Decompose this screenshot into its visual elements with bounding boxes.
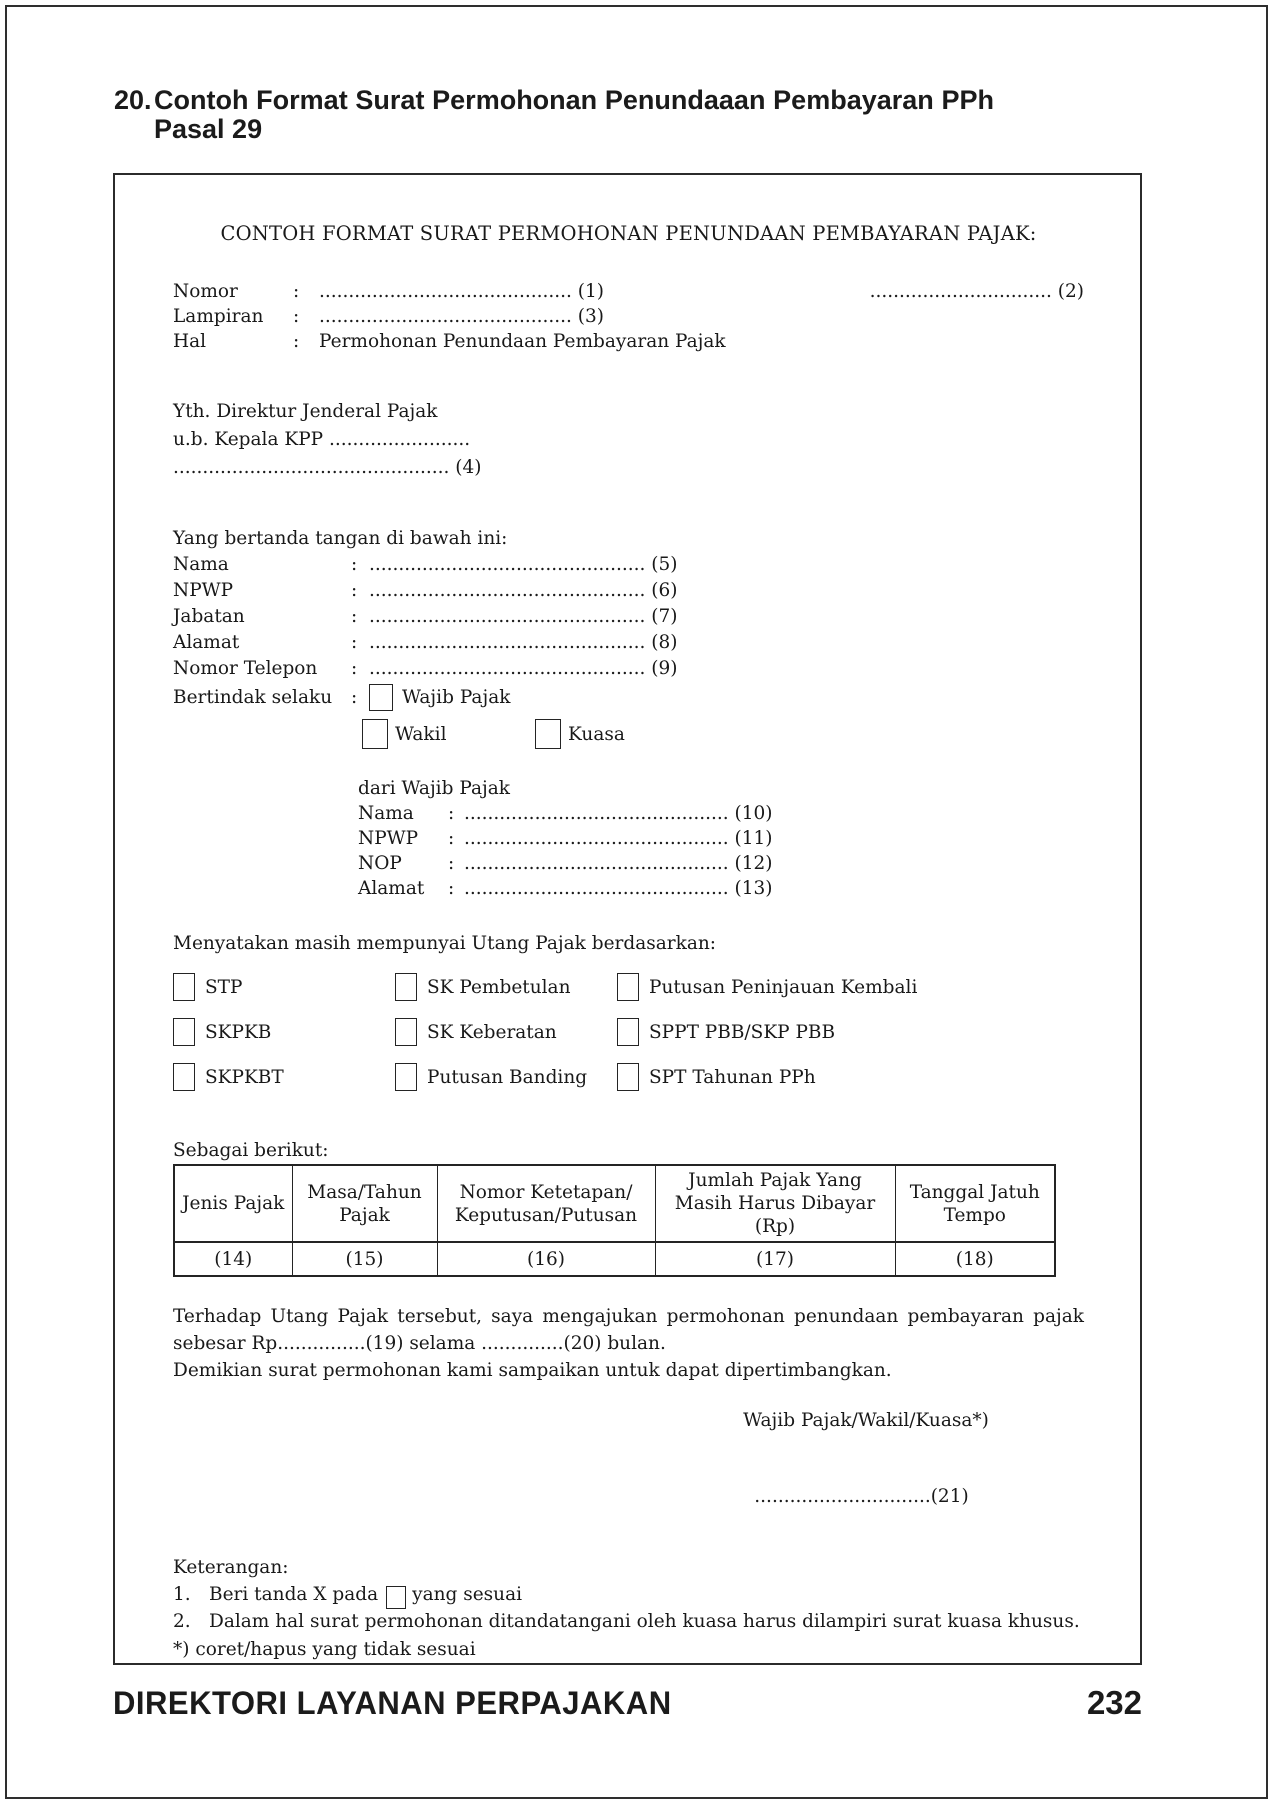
checkbox-kuasa — [535, 719, 561, 749]
acting-option-label: Wakil — [395, 723, 447, 745]
table-cell: (18) — [895, 1242, 1055, 1276]
footer-title: DIREKTORI LAYANAN PERPAJAKAN — [113, 1685, 672, 1721]
acting-option-label: Kuasa — [568, 723, 625, 745]
signatory-intro: Yang bertanda tangan di bawah ini: — [173, 528, 508, 549]
page-number: 232 — [1086, 1684, 1142, 1721]
checkbox-sk-keberatan — [395, 1018, 417, 1046]
closing-paragraph — [173, 1303, 1084, 1384]
column-header-tanggal-jatuh-tempo: Tanggal Jatuh Tempo — [895, 1165, 1055, 1242]
field-colon: : — [351, 658, 358, 679]
field-right — [822, 304, 1084, 329]
principal-row-nop — [358, 851, 1084, 876]
debt-option-label: Putusan Banding — [427, 1066, 588, 1088]
field-colon: : — [351, 632, 358, 653]
debt-option — [395, 1018, 617, 1046]
field-colon: : — [448, 828, 455, 849]
table-cell: (15) — [292, 1242, 437, 1276]
heading-text — [154, 86, 994, 144]
signature-name-placeholder: ..............................(21) — [754, 1486, 969, 1507]
field-label: Nama — [358, 803, 414, 824]
closing-line-1: Terhadap Utang Pajak tersebut, saya mengajukan permohonan penundaan pembayaran pajak — [173, 1306, 1084, 1327]
letterhead-row-lampiran — [173, 304, 1084, 329]
date-placeholder: ............................... (2) — [869, 281, 1084, 302]
field-label: Alamat — [358, 878, 425, 899]
acting-option-wakil — [362, 719, 535, 749]
table-cell: (14) — [174, 1242, 292, 1276]
acting-as-row-2 — [362, 718, 1084, 750]
tax-debt-section — [173, 931, 1084, 1092]
tax-debt-row — [173, 1062, 1084, 1092]
signatory-row-telepon — [173, 656, 1084, 682]
field-label: NPWP — [358, 828, 419, 849]
table-row — [174, 1242, 1055, 1276]
debt-option — [617, 1063, 816, 1091]
notes-section — [173, 1554, 1084, 1663]
field-label: Bertindak selaku — [173, 686, 333, 708]
debt-option — [173, 1018, 395, 1046]
field-colon: : — [293, 281, 300, 302]
field-value: ............................................... (8) — [369, 632, 678, 653]
signatory-section — [173, 526, 1084, 750]
debt-option-label: SKPKBT — [205, 1066, 284, 1088]
debt-option — [617, 973, 917, 1001]
field-colon: : — [448, 878, 455, 899]
field-label: Jabatan — [173, 606, 245, 627]
checkbox-skpkb — [173, 1018, 195, 1046]
acting-option-label: Wajib Pajak — [402, 686, 511, 708]
debt-option — [173, 973, 395, 1001]
column-header-masa-tahun-pajak: Masa/Tahun Pajak — [292, 1165, 437, 1242]
field-value: ............................................... (5) — [369, 554, 678, 575]
tax-debt-row — [173, 972, 1084, 1002]
principal-row-alamat — [358, 876, 1084, 901]
checkbox-sk-pembetulan — [395, 973, 417, 1001]
field-right — [822, 329, 1084, 354]
addressee-block — [173, 398, 1084, 482]
field-label: Lampiran — [173, 306, 264, 327]
debt-option-label: SPT Tahunan PPh — [649, 1066, 816, 1088]
column-header-nomor-ketetapan: Nomor Ketetapan/ Keputusan/Putusan — [437, 1165, 655, 1242]
signatory-row-jabatan — [173, 604, 1084, 630]
closing-line-3: Demikian surat permohonan kami sampaikan untuk dapat dipertimbangkan. — [173, 1360, 892, 1381]
letterhead-row-hal — [173, 329, 1084, 354]
debt-option-label: SK Keberatan — [427, 1021, 557, 1043]
checkbox-putusan-banding — [395, 1063, 417, 1091]
note-text: Beri tanda X pada — [209, 1584, 379, 1605]
page-footer — [113, 1684, 1142, 1722]
field-colon: : — [351, 686, 358, 708]
debt-option-label: SPPT PBB/SKP PBB — [649, 1021, 836, 1043]
column-header-jumlah-pajak: Jumlah Pajak Yang Masih Harus Dibayar (Rp) — [655, 1165, 895, 1242]
checkbox-sppt-pbb-skp-pbb — [617, 1018, 639, 1046]
checkbox-stp — [173, 973, 195, 1001]
acting-as-row — [173, 682, 1084, 712]
checkbox-wakil — [362, 719, 388, 749]
addressee-line-1: Yth. Direktur Jenderal Pajak — [173, 401, 438, 422]
notes-title: Keterangan: — [173, 1557, 289, 1578]
letterhead — [173, 279, 1084, 354]
field-value: ............................................. (12) — [464, 853, 773, 874]
field-colon: : — [448, 803, 455, 824]
debt-option — [395, 973, 617, 1001]
debt-option-label: SKPKB — [205, 1021, 272, 1043]
table-header-row — [174, 1165, 1055, 1242]
form-title: CONTOH FORMAT SURAT PERMOHONAN PENUNDAAN PEMBAYARAN PAJAK: — [220, 222, 1037, 245]
principal-row-npwp — [358, 826, 1084, 851]
tax-debt-intro: Menyatakan masih mempunyai Utang Pajak berdasarkan: — [173, 933, 717, 954]
note-item-1 — [173, 1581, 1084, 1608]
debt-option — [617, 1018, 835, 1046]
debt-option-label: SK Pembetulan — [427, 976, 571, 998]
field-label: NOP — [358, 853, 402, 874]
checkbox-note — [386, 1586, 406, 1609]
field-value: ........................................... (3) — [319, 306, 604, 327]
field-value: ............................................... (6) — [369, 580, 678, 601]
field-colon: : — [293, 331, 300, 352]
field-value: Permohonan Penundaan Pembayaran Pajak — [319, 331, 726, 352]
field-value: ............................................. (13) — [464, 878, 773, 899]
checkbox-wajib-pajak — [369, 684, 393, 711]
debt-option-label: STP — [205, 976, 243, 998]
checkbox-skpkbt — [173, 1063, 195, 1091]
table-cell: (16) — [437, 1242, 655, 1276]
field-colon: : — [293, 306, 300, 327]
field-label: NPWP — [173, 580, 234, 601]
field-colon: : — [448, 853, 455, 874]
field-colon: : — [351, 606, 358, 627]
tax-debt-table — [173, 1164, 1056, 1277]
checkbox-spt-tahunan-pph — [617, 1063, 639, 1091]
field-label: Nomor Telepon — [173, 658, 318, 679]
debt-option — [395, 1063, 617, 1091]
heading-line-1: Contoh Format Surat Permohonan Penundaaan Pembayaran PPh — [154, 85, 994, 115]
debt-option-label: Putusan Peninjauan Kembali — [649, 976, 918, 998]
note-footnote: *) coret/hapus yang tidak sesuai — [173, 1639, 476, 1660]
field-value: ............................................... (9) — [369, 658, 678, 679]
field-value: ........................................... (1) — [319, 281, 604, 302]
checkbox-putusan-peninjauan-kembali — [617, 973, 639, 1001]
field-value: ............................................. (11) — [464, 828, 773, 849]
field-label: Alamat — [173, 632, 240, 653]
signatory-row-nama — [173, 552, 1084, 578]
signature-role: Wajib Pajak/Wakil/Kuasa*) — [743, 1410, 989, 1431]
section-heading — [114, 86, 994, 144]
debt-option — [173, 1063, 395, 1091]
form-template-box — [113, 173, 1142, 1665]
signatory-row-npwp — [173, 578, 1084, 604]
heading-line-2: Pasal 29 — [154, 114, 263, 144]
addressee-line-3: ............................................... (4) — [173, 457, 482, 478]
signatory-row-alamat — [173, 630, 1084, 656]
note-number: 2. — [173, 1611, 191, 1632]
note-number: 1. — [173, 1584, 191, 1605]
heading-number: 20. — [114, 85, 152, 115]
field-label: Hal — [173, 331, 207, 352]
principal-taxpayer-section — [358, 776, 1084, 901]
principal-intro: dari Wajib Pajak — [358, 778, 510, 799]
field-label: Nama — [173, 554, 229, 575]
letterhead-row-nomor — [173, 279, 1084, 304]
field-colon: : — [351, 554, 358, 575]
note-text: yang sesuai — [412, 1584, 523, 1605]
table-intro: Sebagai berikut: — [173, 1140, 329, 1161]
field-label: Nomor — [173, 281, 238, 302]
addressee-line-2: u.b. Kepala KPP ........................ — [173, 429, 471, 450]
field-value: ............................................. (10) — [464, 803, 773, 824]
tax-debt-row — [173, 1017, 1084, 1047]
closing-line-2: sebesar Rp...............(19) selama ..............(20) bulan. — [173, 1333, 666, 1354]
field-colon: : — [351, 580, 358, 601]
note-text: Dalam hal surat permohonan ditandatangani oleh kuasa harus dilampiri surat kuasa khusus. — [209, 1611, 1080, 1632]
column-header-jenis-pajak: Jenis Pajak — [174, 1165, 292, 1242]
table-cell: (17) — [655, 1242, 895, 1276]
field-value: ............................................... (7) — [369, 606, 678, 627]
principal-row-nama — [358, 801, 1084, 826]
note-item-2 — [173, 1608, 1084, 1635]
